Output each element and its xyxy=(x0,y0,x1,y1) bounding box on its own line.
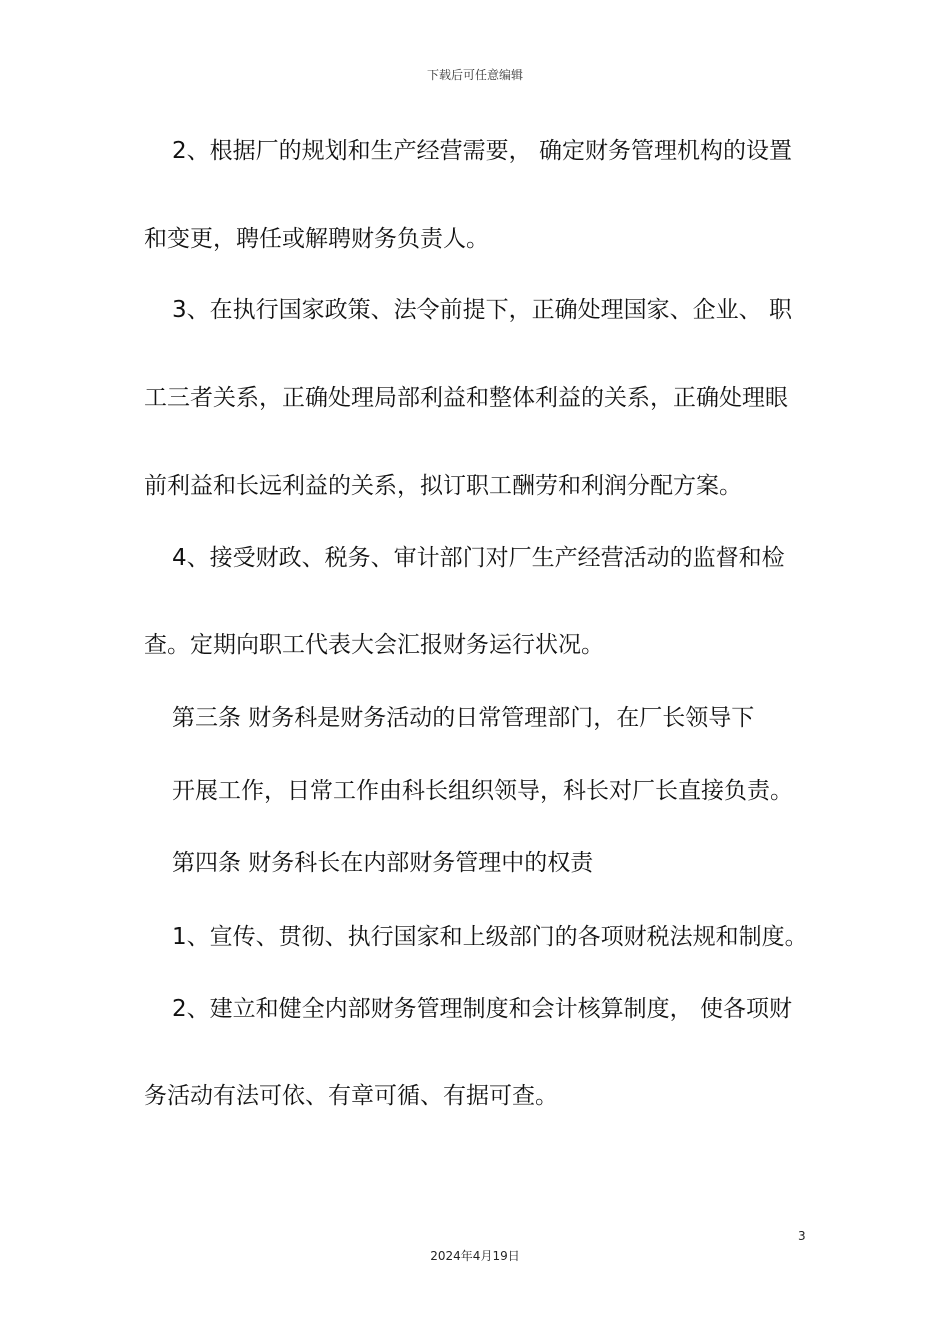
paragraph-line: 2、建立和健全内部财务管理制度和会计核算制度， 使各项财 xyxy=(172,996,792,1022)
paragraph-line: 工三者关系，正确处理局部利益和整体利益的关系，正确处理眼 xyxy=(144,385,788,411)
paragraph-line: 4、接受财政、税务、审计部门对厂生产经营活动的监督和检 xyxy=(172,545,785,571)
paragraph-line: 前利益和长远利益的关系，拟订职工酬劳和利润分配方案。 xyxy=(144,473,742,499)
article-heading-line: 第四条 财务科长在内部财务管理中的权责 xyxy=(172,850,594,876)
paragraph-line: 和变更，聘任或解聘财务负责人。 xyxy=(144,226,489,252)
paragraph-line: 开展工作，日常工作由科长组织领导，科长对厂长直接负责。 xyxy=(172,778,793,804)
paragraph-line: 查。定期向职工代表大会汇报财务运行状况。 xyxy=(144,632,604,658)
paragraph-line: 务活动有法可依、有章可循、有据可查。 xyxy=(144,1083,558,1109)
article-heading-line: 第三条 财务科是财务活动的日常管理部门，在厂长领导下 xyxy=(172,705,755,731)
paragraph-line: 3、在执行国家政策、法令前提下，正确处理国家、企业、 职 xyxy=(172,297,792,323)
paragraph-line: 2、根据厂的规划和生产经营需要， 确定财务管理机构的设置 xyxy=(172,138,792,164)
paragraph-line: 1、宣传、贯彻、执行国家和上级部门的各项财税法规和制度。 xyxy=(172,924,808,950)
footer-date: 2024年4月19日 xyxy=(430,1249,520,1263)
page-header: 下载后可任意编辑 xyxy=(426,68,523,82)
page-number: 3 xyxy=(798,1229,806,1243)
